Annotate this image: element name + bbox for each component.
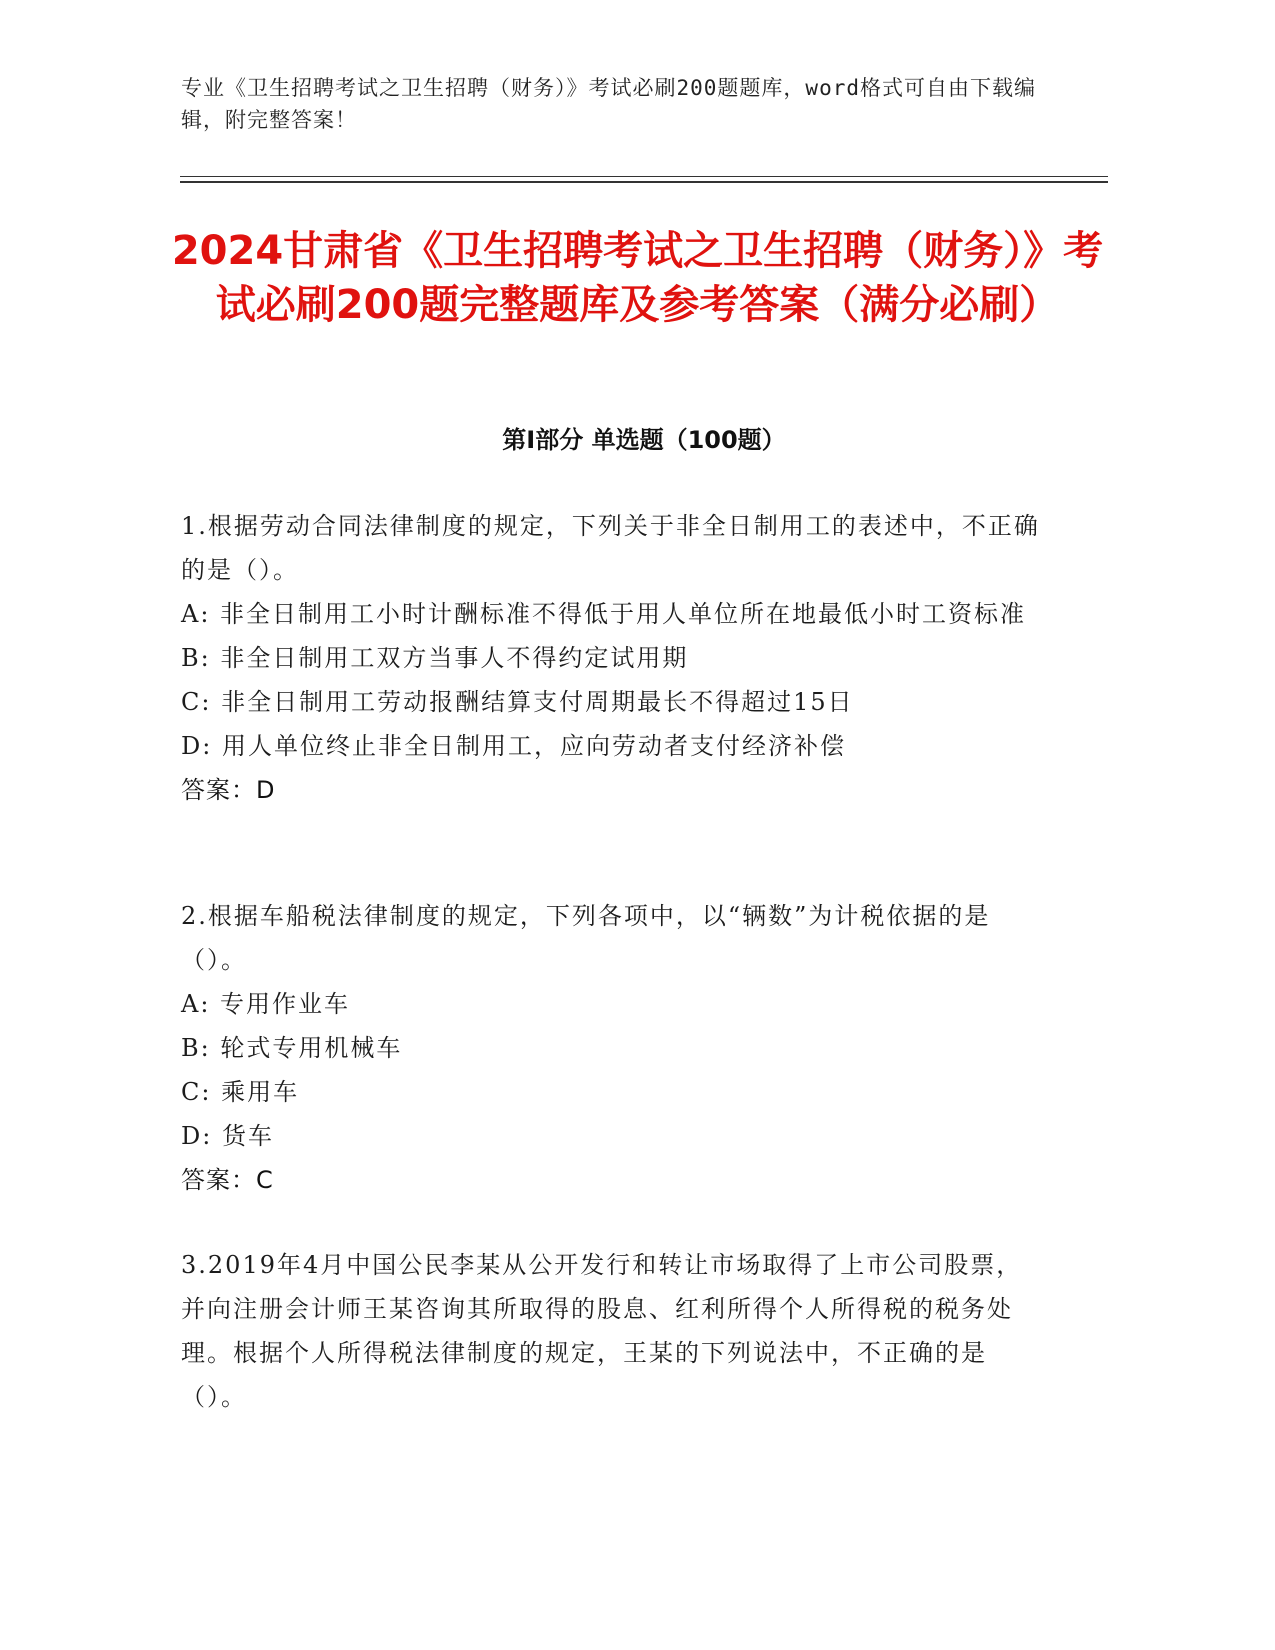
- question-stem: 3.2019年4月中国公民李某从公开发行和转让市场取得了上市公司股票，并向注册会计师王某咨询其所取得的股息、红利所得个人所得税的税务处理。根据个人所得税法律制度的规定，王某的下列说法中，不正确的是（）。: [181, 1251, 1023, 1411]
- question-stem: 2.根据车船税法律制度的规定，下列各项中，以“辆数”为计税依据的是（）。: [181, 902, 991, 974]
- option-c: C: 非全日制用工劳动报酬结算支付周期最长不得超过15日: [181, 688, 854, 716]
- document-title: 2024甘肃省《卫生招聘考试之卫生招聘（财务）》考试必刷200题完整题库及参考答案（满分必刷）: [171, 228, 1104, 328]
- section-title: 第Ⅰ部分 单选题（100题）: [502, 426, 786, 454]
- header-divider-thin: [180, 176, 1108, 177]
- option-b: B: 非全日制用工双方当事人不得约定试用期: [181, 644, 689, 672]
- header-note: 专业《卫生招聘考试之卫生招聘（财务）》考试必刷200题题库，word格式可自由下载编辑，附完整答案！: [181, 76, 1036, 132]
- option-c: C: 乘用车: [181, 1078, 300, 1106]
- option-b: B: 轮式专用机械车: [181, 1034, 403, 1062]
- answer: 答案：C: [181, 1166, 274, 1194]
- question-stem: 1.根据劳动合同法律制度的规定，下列关于非全日制用工的表述中，不正确的是（）。: [181, 512, 1040, 584]
- question-block: [181, 504, 1041, 812]
- option-d: D: 货车: [181, 1122, 274, 1150]
- option-a: A: 专用作业车: [181, 990, 351, 1018]
- question-block: [181, 1243, 1041, 1419]
- question-block: [181, 894, 1041, 1202]
- option-d: D: 用人单位终止非全日制用工，应向劳动者支付经济补偿: [181, 732, 846, 760]
- answer: 答案：D: [181, 776, 276, 804]
- option-a: A: 非全日制用工小时计酬标准不得低于用人单位所在地最低小时工资标准: [181, 600, 1027, 628]
- header-divider-thick: [180, 181, 1108, 183]
